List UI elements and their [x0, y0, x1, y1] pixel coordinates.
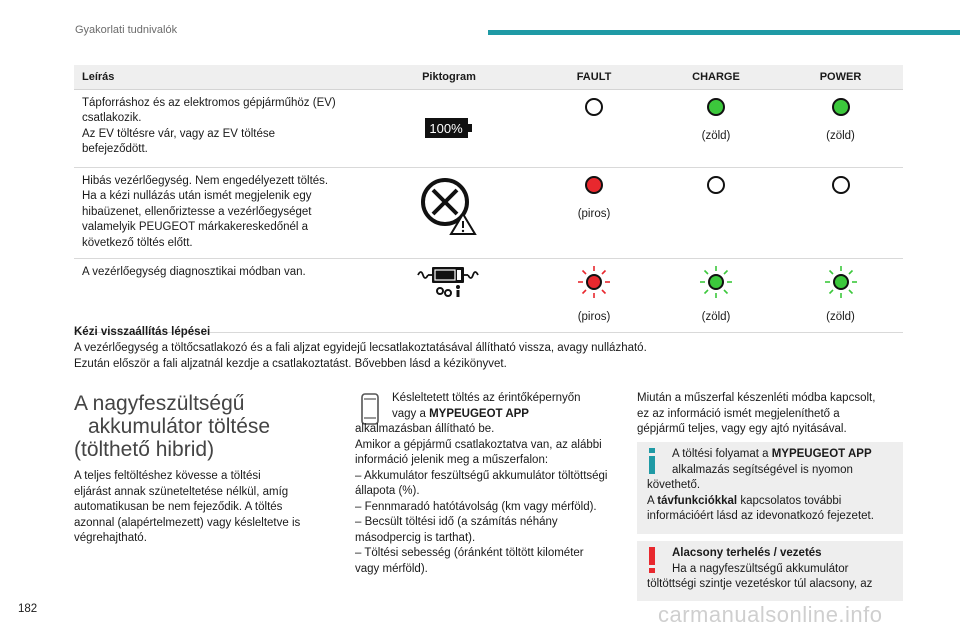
charge-indicator-cell	[654, 89, 778, 167]
col2-line: másodpercig is tarthat).	[355, 531, 476, 544]
desc-line: A vezérlőegység diagnosztikai módban van.	[82, 265, 306, 278]
info-line: alkalmazás segítségével is nyomon	[672, 463, 853, 476]
intro-line: A teljes feltöltéshez kövesse a töltési	[74, 470, 261, 482]
intro-line: végrehajtható.	[74, 532, 147, 544]
intro-line: azonnal (alapértelmezett) vagy késleltetve is	[74, 516, 301, 529]
desc-line: Az EV töltésre vár, vagy az EV töltése	[82, 127, 276, 140]
reset-text	[74, 341, 914, 372]
bold-term: távfunkciókkal	[657, 494, 738, 507]
text-span: A töltési folyamat a	[672, 448, 772, 460]
page-number: 182	[18, 603, 38, 615]
app-name: MYPEUGEOT APP	[771, 448, 872, 460]
battery-full-icon	[424, 116, 474, 140]
fault-indicator-cell	[534, 167, 654, 258]
col-header-description: Leírás	[74, 65, 364, 89]
title-line: akkumulátor töltése	[88, 415, 271, 438]
col2-line	[355, 407, 620, 423]
delayed-charging-paragraph	[355, 391, 620, 577]
warning-title-text: Alacsony terhelés / vezetés	[672, 547, 822, 559]
reset-line: A vezérlőegység a töltőcsatlakozó és a fali aljzat egyidejű lecsatlakoztatásával állítható vissza, avagy nullázható.	[74, 342, 647, 354]
display-info-paragraph	[637, 391, 902, 438]
col2-line: – Akkumulátor feszültségű akkumulátor töltöttségi	[355, 469, 608, 482]
pictogram-cell	[364, 89, 534, 167]
intro-paragraph	[74, 469, 324, 547]
charger-fault-warning-icon	[419, 176, 479, 238]
intro-line: eljárást annak szüneteltetése nélkül, amíg	[74, 485, 289, 498]
fault-led-red-icon	[583, 174, 605, 196]
power-led-green-icon	[830, 96, 852, 118]
text-span: A	[647, 494, 658, 507]
info-line: követhető.	[647, 479, 701, 491]
desc-line: Ha a kézi nullázás után ismét megjelenik egy	[82, 190, 312, 202]
col2-line: – Fennmaradó hatótávolság (km vagy mérföld).	[355, 500, 597, 513]
table-row	[74, 89, 903, 167]
col2-line: Amikor a gépjármű csatlakoztatva van, az alábbi	[355, 438, 602, 451]
fault-led-label: (piros)	[577, 311, 611, 323]
title-line: (tölthető hibrid)	[74, 438, 215, 461]
power-led-label: (zöld)	[826, 311, 855, 323]
col3-line: gépjármű teljes, vagy egy ajtó nyitásával.	[637, 423, 847, 435]
col2-line: állapota (%).	[355, 485, 420, 497]
fault-led-red-blinking-icon	[577, 265, 611, 299]
row-description	[74, 89, 364, 167]
desc-line: Hibás vezérlőegység. Nem engedélyezett töltés.	[82, 174, 329, 187]
info-icon	[647, 448, 657, 474]
warning-line: Ha a nagyfeszültségű akkumulátor	[672, 562, 849, 575]
intro-line: automatikusan be nem fejeződik. A töltés	[74, 501, 283, 513]
col2-line: információ jelenik meg a műszerfalon:	[355, 454, 549, 466]
warning-box	[637, 541, 903, 601]
desc-line: Tápforráshoz és az elektromos gépjárműhöz (EV)	[82, 96, 336, 109]
power-led-off-icon	[830, 174, 852, 196]
power-led-label: (zöld)	[826, 130, 855, 142]
warning-exclamation-icon	[647, 547, 657, 573]
charge-led-label: (zöld)	[701, 130, 731, 142]
row-description	[74, 167, 364, 258]
col2-line: Késleltetett töltés az érintőképernyőn	[392, 392, 581, 404]
power-indicator-cell	[778, 167, 903, 258]
section-title	[74, 392, 324, 461]
charge-led-label: (zöld)	[701, 311, 731, 323]
reset-title: Kézi visszaállítás lépései	[74, 326, 211, 338]
title-line: A nagyfeszültségű	[74, 392, 245, 415]
desc-line: következő töltés előtt.	[82, 236, 193, 249]
pictogram-cell	[364, 258, 534, 332]
charge-led-green-blinking-icon	[699, 265, 733, 299]
app-name: MYPEUGEOT APP	[429, 407, 529, 420]
svg-text:100%: 100%	[429, 120, 463, 136]
section-header: Gyakorlati tudnivalók	[75, 24, 178, 36]
col2-line: alkalmazásban állítható be.	[355, 423, 495, 435]
warning-line: töltöttségi szintje vezetéskor túl alacsony, az	[647, 578, 873, 590]
col3-line: ez az információ ismét megjeleníthető a	[637, 407, 840, 420]
pictogram-cell	[364, 167, 534, 258]
col2-line: – Becsült töltési idő (a számítás néhány	[355, 516, 558, 528]
fault-indicator-cell	[534, 258, 654, 332]
table-row	[74, 167, 903, 258]
info-line: információért lásd az idevonatkozó fejezetet.	[647, 510, 874, 522]
text-span: vagy a	[392, 407, 430, 420]
charger-status-table	[74, 65, 903, 333]
fault-led-label: (piros)	[577, 208, 611, 220]
info-line	[647, 447, 895, 463]
desc-line: valamelyik PEUGEOT márkakereskedőnél a	[82, 221, 309, 233]
col-header-charge: CHARGE	[654, 65, 778, 89]
desc-line: hibaüzenet, ellenőriztesse a vezérlőegységet	[82, 205, 312, 218]
charge-indicator-cell	[654, 167, 778, 258]
col3-line: Miután a műszerfal készenléti módba kapcsolt,	[637, 392, 876, 404]
warning-title	[647, 546, 895, 562]
power-indicator-cell	[778, 89, 903, 167]
power-led-green-blinking-icon	[824, 265, 858, 299]
col-header-fault: FAULT	[534, 65, 654, 89]
info-box	[637, 442, 903, 534]
charge-led-green-icon	[705, 96, 727, 118]
col2-line: – Töltési sebesség (óránként töltött kilométer	[355, 547, 584, 559]
diagnostic-mode-icon	[416, 265, 482, 299]
charge-indicator-cell	[654, 258, 778, 332]
col-header-power: POWER	[778, 65, 903, 89]
watermark: carmanualsonline.info	[658, 602, 883, 627]
col-header-pictogram: Piktogram	[364, 65, 534, 89]
fault-indicator-cell	[534, 89, 654, 167]
header-accent-bar	[488, 30, 960, 35]
info-line	[647, 494, 895, 510]
table-header-row	[74, 65, 903, 89]
reset-line: Ezután először a fali aljzatnál kezdje a csatlakoztatást. Bővebben lásd a kézikönyvet.	[74, 357, 507, 370]
fault-led-off-icon	[583, 96, 605, 118]
row-description	[74, 258, 364, 332]
col2-line: vagy mérföld).	[355, 562, 428, 575]
power-indicator-cell	[778, 258, 903, 332]
desc-line: befejeződött.	[82, 143, 148, 155]
desc-line: csatlakozik.	[82, 112, 142, 124]
charge-led-off-icon	[705, 174, 727, 196]
table-row	[74, 258, 903, 332]
text-span: kapcsolatos további	[737, 494, 842, 507]
